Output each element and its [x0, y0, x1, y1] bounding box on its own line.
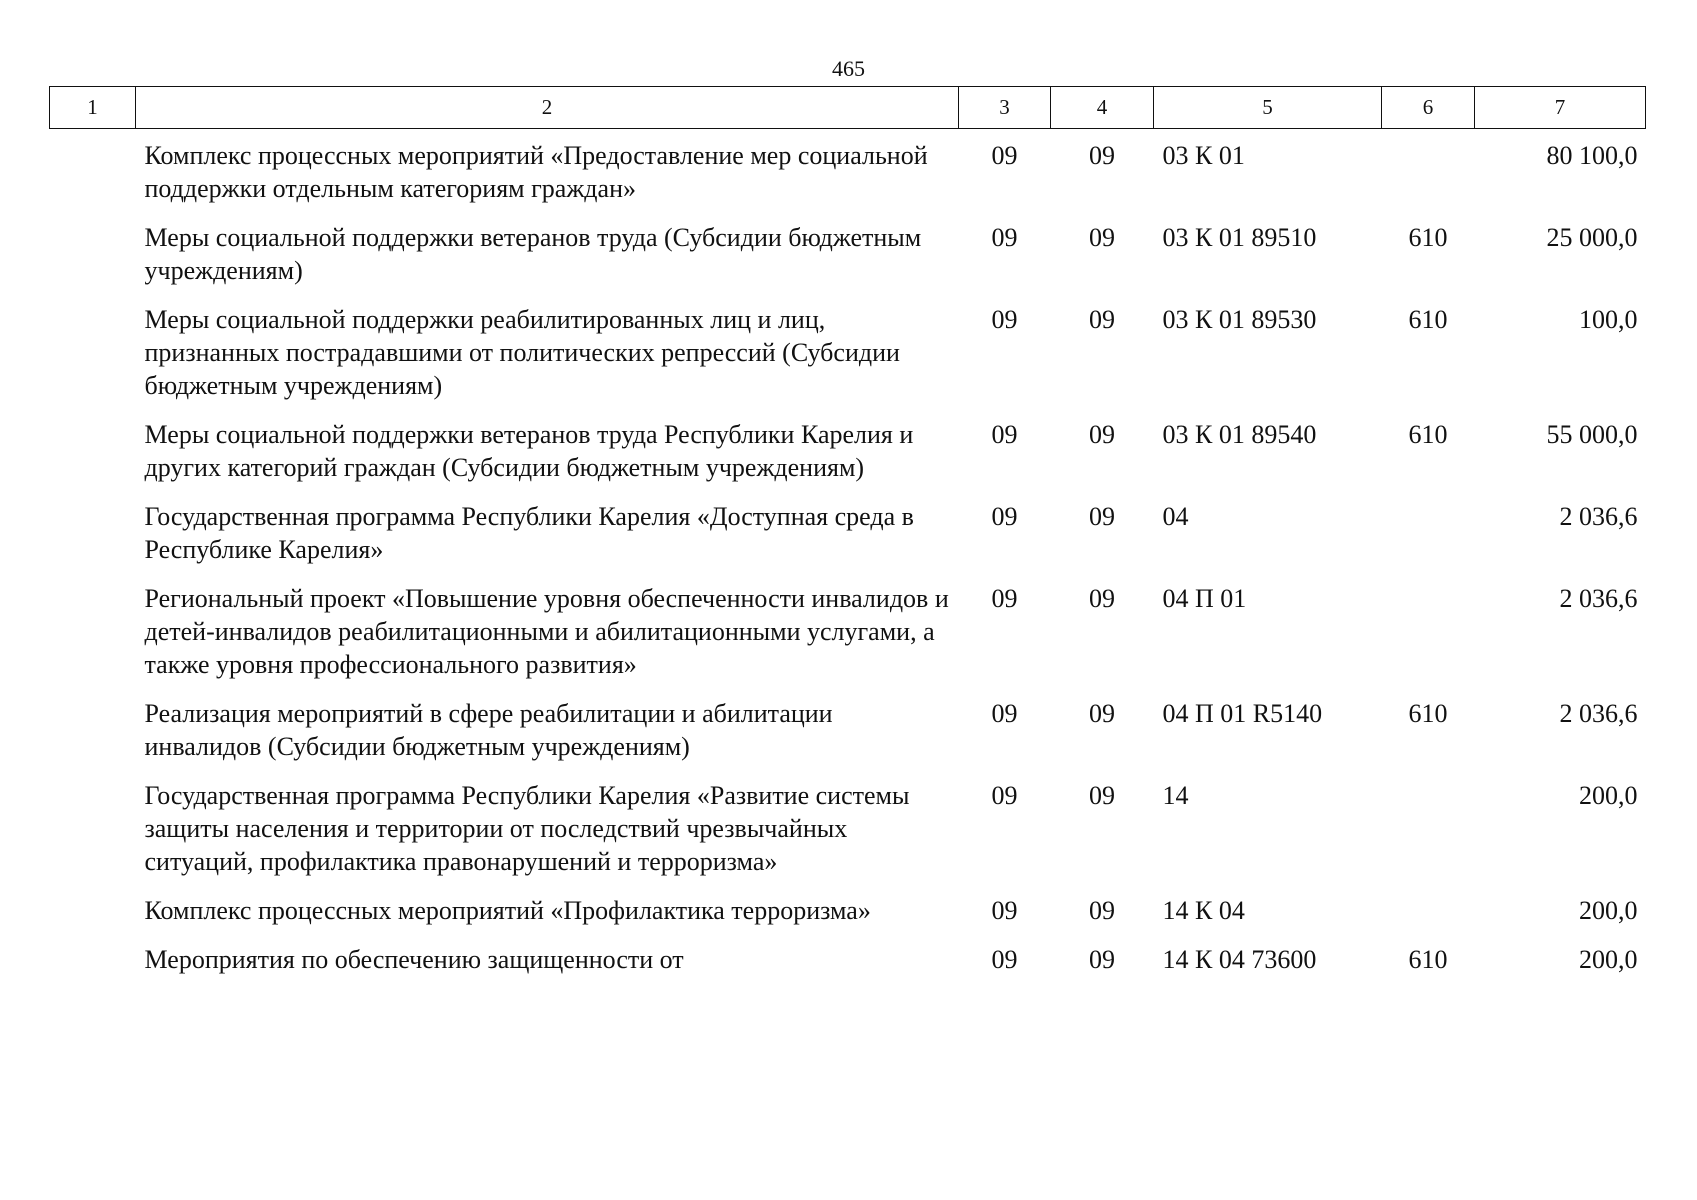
row-number-cell [50, 882, 136, 931]
expense-type-code: 610 [1408, 699, 1448, 728]
subsection-code: 09 [1089, 781, 1115, 810]
section-code: 09 [991, 584, 1018, 613]
table-row [50, 570, 1646, 685]
item-name: Комплекс процессных мероприятий «Предоставление мер социальной поддержки отдельным категориям граждан» [144, 141, 928, 203]
row-number-cell [50, 488, 136, 570]
amount: 80 100,0 [1546, 141, 1638, 170]
row-number-cell [50, 291, 136, 406]
table-row [50, 291, 1646, 406]
item-name: Меры социальной поддержки реабилитированных лиц и лиц, признанных пострадавшими от политических репрессий (Субсидии бюджетным учреждениям) [144, 305, 900, 400]
expense-type-code: 610 [1408, 305, 1448, 334]
subsection-code: 09 [1089, 502, 1115, 531]
column-header-5: 5 [1154, 87, 1382, 129]
amount: 2 036,6 [1559, 584, 1638, 613]
expense-type-code [1382, 570, 1475, 685]
target-code: 03 К 01 89510 [1162, 223, 1317, 252]
column-header-1: 1 [50, 87, 136, 129]
page-number: 465 [832, 56, 865, 81]
target-code: 14 К 04 [1162, 896, 1245, 925]
row-number-cell [50, 209, 136, 291]
subsection-code: 09 [1089, 141, 1115, 170]
target-code: 14 К 04 73600 [1162, 945, 1317, 974]
amount: 2 036,6 [1559, 502, 1638, 531]
item-name: Реализация мероприятий в сфере реабилитации и абилитации инвалидов (Субсидии бюджетным учреждениям) [144, 699, 833, 761]
section-code: 09 [991, 141, 1018, 170]
row-number-cell [50, 570, 136, 685]
budget-table [49, 86, 1646, 980]
expense-type-code [1382, 882, 1475, 931]
target-code: 03 К 01 89540 [1162, 420, 1317, 449]
table-row [50, 209, 1646, 291]
target-code: 04 [1162, 502, 1189, 531]
expense-type-code [1382, 129, 1475, 210]
item-name: Меры социальной поддержки ветеранов труда Республики Карелия и других категорий граждан (Субсидии бюджетным учреждениям) [144, 420, 914, 482]
table-row [50, 882, 1646, 931]
section-code: 09 [991, 781, 1018, 810]
table-row [50, 931, 1646, 980]
column-header-6: 6 [1382, 87, 1475, 129]
section-code: 09 [991, 502, 1018, 531]
target-code: 04 П 01 R5140 [1162, 699, 1323, 728]
subsection-code: 09 [1089, 420, 1115, 449]
section-code: 09 [991, 305, 1018, 334]
expense-type-code: 610 [1408, 945, 1448, 974]
item-name: Региональный проект «Повышение уровня обеспеченности инвалидов и детей-инвалидов реабилитационными и абилитационными услугами, а также уровня профессионального развития» [144, 584, 949, 679]
item-name: Государственная программа Республики Карелия «Доступная среда в Республике Карелия» [144, 502, 914, 564]
row-number-cell [50, 406, 136, 488]
subsection-code: 09 [1089, 305, 1115, 334]
amount: 200,0 [1579, 781, 1638, 810]
row-number-cell [50, 129, 136, 210]
target-code: 03 К 01 [1162, 141, 1245, 170]
row-number-cell [50, 931, 136, 980]
header-row [50, 87, 1646, 129]
item-name: Мероприятия по обеспечению защищенности от [144, 945, 684, 974]
expense-type-code: 610 [1408, 223, 1448, 252]
column-header-3: 3 [959, 87, 1051, 129]
target-code: 14 [1162, 781, 1189, 810]
amount: 200,0 [1579, 896, 1638, 925]
expense-type-code [1382, 767, 1475, 882]
amount: 100,0 [1579, 305, 1638, 334]
item-name: Государственная программа Республики Карелия «Развитие системы защиты населения и территории от последствий чрезвычайных ситуаций, профилактика правонарушений и терроризма» [144, 781, 910, 876]
target-code: 03 К 01 89530 [1162, 305, 1317, 334]
subsection-code: 09 [1089, 584, 1115, 613]
item-name: Меры социальной поддержки ветеранов труда (Субсидии бюджетным учреждениям) [144, 223, 922, 285]
table-row [50, 488, 1646, 570]
subsection-code: 09 [1089, 945, 1115, 974]
section-code: 09 [991, 896, 1018, 925]
subsection-code: 09 [1089, 223, 1115, 252]
subsection-code: 09 [1089, 896, 1115, 925]
table-row [50, 129, 1646, 210]
amount: 25 000,0 [1546, 223, 1638, 252]
row-number-cell [50, 767, 136, 882]
table-row [50, 685, 1646, 767]
item-name: Комплекс процессных мероприятий «Профилактика терроризма» [144, 896, 871, 925]
column-header-2: 2 [136, 87, 959, 129]
subsection-code: 09 [1089, 699, 1115, 728]
section-code: 09 [991, 699, 1018, 728]
section-code: 09 [991, 945, 1018, 974]
section-code: 09 [991, 420, 1018, 449]
expense-type-code [1382, 488, 1475, 570]
table-row [50, 767, 1646, 882]
target-code: 04 П 01 [1162, 584, 1247, 613]
column-header-4: 4 [1051, 87, 1154, 129]
section-code: 09 [991, 223, 1018, 252]
amount: 2 036,6 [1559, 699, 1638, 728]
expense-type-code: 610 [1408, 420, 1448, 449]
table-row [50, 406, 1646, 488]
amount: 200,0 [1579, 945, 1638, 974]
row-number-cell [50, 685, 136, 767]
amount: 55 000,0 [1546, 420, 1638, 449]
column-header-7: 7 [1475, 87, 1646, 129]
